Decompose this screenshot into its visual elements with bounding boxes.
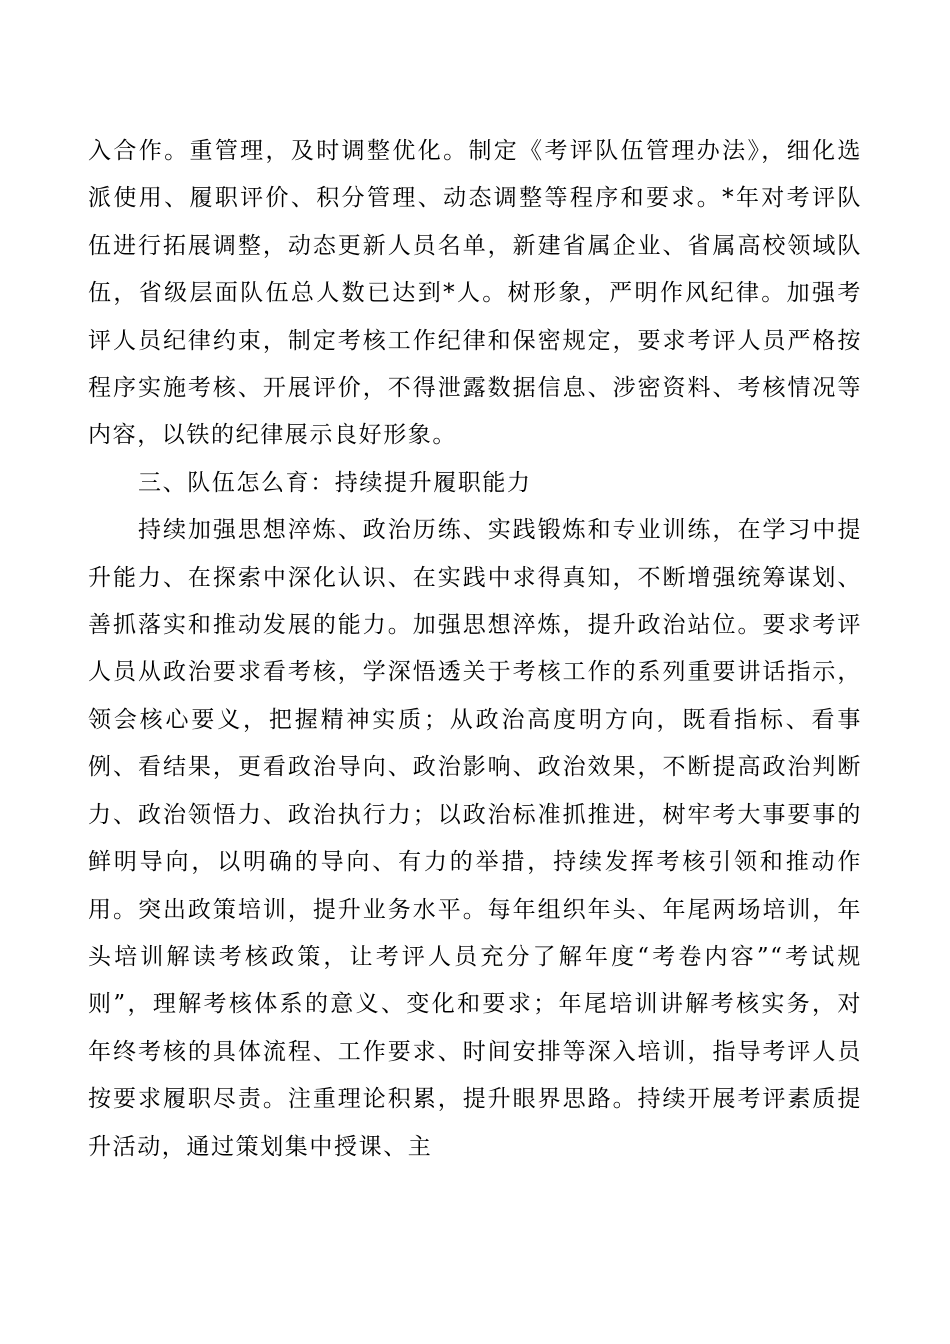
section-heading: 三、队伍怎么育：持续提升履职能力 bbox=[138, 469, 532, 496]
document-page bbox=[88, 128, 862, 1171]
paragraph-section-three: 持续加强思想淬炼、政治历练、实践锻炼和专业训练，在学习中提升能力、在探索中深化认识、在实践中求得真知，不断增强统筹谋划、善抓落实和推动发展的能力。加强思想淬炼，提升政治站位。要求考评人员从政治要求看考核，学深悟透关于考核工作的系列重要讲话指示，领会核心要义，把握精神实质；从政治高度明方向，既看指标、看事例、看结果，更看政治导向、政治影响、政治效果，不断提高政治判断力、政治领悟力、政治执行力；以政治标准抓推进，树牢考大事要事的鲜明导向，以明确的导向、有力的举措，持续发挥考核引领和推动作用。突出政策培训，提升业务水平。每年组织年头、年尾两场培训，年头培训解读考核政策，让考评人员充分了解年度“考卷内容”“考试规则”，理解考核体系的意义、变化和要求；年尾培训讲解考核实务，对年终考核的具体流程、工作要求、时间安排等深入培训，指导考评人员按要求履职尽责。注重理论积累，提升眼界思路。持续开展考评素质提升活动，通过策划集中授课、主 bbox=[88, 517, 862, 1160]
paragraph-continued: 入合作。重管理，及时调整优化。制定《考评队伍管理办法》，细化选派使用、履职评价、积分管理、动态调整等程序和要求。*年对考评队伍进行拓展调整，动态更新人员名单，新建省属企业、省属高校领域队伍，省级层面队伍总人数已达到*人。树形象，严明作风纪律。加强考评人员纪律约束，制定考核工作纪律和保密规定，要求考评人员严格按程序实施考核、开展评价，不得泄露数据信息、涉密资料、考核情况等内容，以铁的纪律展示良好形象。 bbox=[88, 138, 862, 449]
